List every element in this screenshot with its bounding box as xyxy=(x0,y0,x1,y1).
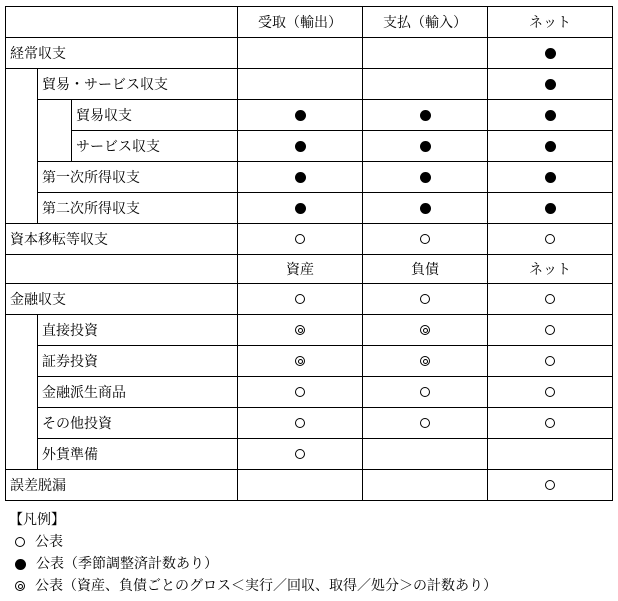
table-row xyxy=(6,408,613,439)
value-cell xyxy=(363,470,488,501)
legend xyxy=(9,509,497,597)
indent-cell xyxy=(6,131,38,162)
table-row xyxy=(6,224,613,255)
open-circle-icon xyxy=(420,234,430,244)
open-circle-icon xyxy=(420,294,430,304)
value-cell xyxy=(238,131,363,162)
indent-cell xyxy=(38,100,72,131)
open-circle-icon xyxy=(15,537,25,547)
row-label: 貿易収支 xyxy=(72,100,238,131)
value-cell xyxy=(363,100,488,131)
value-cell xyxy=(488,193,613,224)
value-cell xyxy=(363,193,488,224)
row-label: 誤差脱漏 xyxy=(6,470,238,501)
value-cell xyxy=(363,224,488,255)
column-header: 受取（輸出） xyxy=(238,7,363,38)
value-cell xyxy=(238,470,363,501)
open-circle-icon xyxy=(295,294,305,304)
value-cell xyxy=(363,284,488,315)
table-row xyxy=(6,439,613,470)
value-cell xyxy=(238,377,363,408)
value-cell xyxy=(363,408,488,439)
column-header: 負債 xyxy=(363,255,488,284)
row-label: サービス収支 xyxy=(72,131,238,162)
legend-text: 公表（資産、負債ごとのグロス＜実行／回収、取得／処分＞の計数あり） xyxy=(35,578,497,594)
filled-circle-icon xyxy=(15,559,26,570)
open-circle-icon xyxy=(295,418,305,428)
filled-circle-icon xyxy=(295,203,306,214)
row-label: 経常収支 xyxy=(6,38,238,69)
row-label: その他投資 xyxy=(38,408,238,439)
value-cell xyxy=(238,408,363,439)
indent-cell xyxy=(6,346,38,377)
filled-circle-icon xyxy=(545,141,556,152)
value-cell xyxy=(363,315,488,346)
value-cell xyxy=(363,377,488,408)
indent-cell xyxy=(6,408,38,439)
filled-circle-icon xyxy=(545,172,556,183)
filled-circle-icon xyxy=(420,172,431,183)
legend-text: 公表（季節調整済計数あり） xyxy=(36,556,218,572)
value-cell xyxy=(238,38,363,69)
indent-cell xyxy=(6,193,38,224)
legend-item xyxy=(9,553,497,575)
row-label: 直接投資 xyxy=(38,315,238,346)
value-cell xyxy=(363,439,488,470)
row-label: 証券投資 xyxy=(38,346,238,377)
table-row xyxy=(6,69,613,100)
table-row xyxy=(6,377,613,408)
filled-circle-icon xyxy=(295,141,306,152)
value-cell xyxy=(488,439,613,470)
double-circle-icon xyxy=(295,325,305,335)
value-cell xyxy=(488,346,613,377)
filled-circle-icon xyxy=(545,110,556,121)
value-cell xyxy=(363,131,488,162)
value-cell xyxy=(488,69,613,100)
value-cell xyxy=(488,377,613,408)
open-circle-icon xyxy=(420,387,430,397)
open-circle-icon xyxy=(545,294,555,304)
value-cell xyxy=(363,346,488,377)
value-cell xyxy=(238,346,363,377)
filled-circle-icon xyxy=(420,110,431,121)
open-circle-icon xyxy=(545,480,555,490)
value-cell xyxy=(488,315,613,346)
legend-text: 公表 xyxy=(35,534,63,550)
filled-circle-icon xyxy=(545,79,556,90)
open-circle-icon xyxy=(545,418,555,428)
open-circle-icon xyxy=(545,356,555,366)
value-cell xyxy=(488,470,613,501)
header-blank-cell xyxy=(6,255,238,284)
value-cell xyxy=(488,100,613,131)
indent-cell xyxy=(6,162,38,193)
double-circle-icon xyxy=(420,356,430,366)
value-cell xyxy=(488,162,613,193)
legend-item xyxy=(9,575,497,597)
table-row xyxy=(6,470,613,501)
open-circle-icon xyxy=(295,234,305,244)
table-row xyxy=(6,284,613,315)
indent-cell xyxy=(6,100,38,131)
open-circle-icon xyxy=(545,387,555,397)
value-cell xyxy=(363,69,488,100)
column-header: 資産 xyxy=(238,255,363,284)
filled-circle-icon xyxy=(545,48,556,59)
legend-title: 【凡例】 xyxy=(9,512,65,528)
row-label: 金融派生商品 xyxy=(38,377,238,408)
row-label: 第一次所得収支 xyxy=(38,162,238,193)
open-circle-icon xyxy=(545,234,555,244)
value-cell xyxy=(488,38,613,69)
table-row xyxy=(6,315,613,346)
value-cell xyxy=(488,131,613,162)
filled-circle-icon xyxy=(420,203,431,214)
table-row xyxy=(6,162,613,193)
value-cell xyxy=(238,100,363,131)
open-circle-icon xyxy=(295,387,305,397)
row-label: 外貨準備 xyxy=(38,439,238,470)
open-circle-icon xyxy=(295,449,305,459)
row-label: 資本移転等収支 xyxy=(6,224,238,255)
value-cell xyxy=(238,439,363,470)
indent-cell xyxy=(38,131,72,162)
filled-circle-icon xyxy=(420,141,431,152)
value-cell xyxy=(363,38,488,69)
header-blank-cell xyxy=(6,7,238,38)
column-header: ネット xyxy=(488,7,613,38)
filled-circle-icon xyxy=(545,203,556,214)
row-label: 貿易・サービス収支 xyxy=(38,69,238,100)
indent-cell xyxy=(6,439,38,470)
indent-cell xyxy=(6,69,38,100)
row-label: 金融収支 xyxy=(6,284,238,315)
value-cell xyxy=(238,224,363,255)
value-cell xyxy=(238,69,363,100)
open-circle-icon xyxy=(420,418,430,428)
row-label: 第二次所得収支 xyxy=(38,193,238,224)
header-row xyxy=(6,255,613,284)
value-cell xyxy=(488,408,613,439)
balance-of-payments-table xyxy=(5,6,613,501)
table-row xyxy=(6,100,613,131)
column-header: 支払（輸入） xyxy=(363,7,488,38)
open-circle-icon xyxy=(545,325,555,335)
table-row xyxy=(6,193,613,224)
indent-cell xyxy=(6,377,38,408)
indent-cell xyxy=(6,315,38,346)
double-circle-icon xyxy=(295,356,305,366)
filled-circle-icon xyxy=(295,110,306,121)
value-cell xyxy=(238,284,363,315)
column-header: ネット xyxy=(488,255,613,284)
value-cell xyxy=(363,162,488,193)
value-cell xyxy=(238,162,363,193)
double-circle-icon xyxy=(420,325,430,335)
table-row xyxy=(6,38,613,69)
header-row xyxy=(6,7,613,38)
value-cell xyxy=(238,193,363,224)
legend-item xyxy=(9,531,497,553)
filled-circle-icon xyxy=(295,172,306,183)
double-circle-icon xyxy=(15,581,25,591)
value-cell xyxy=(238,315,363,346)
table-row xyxy=(6,131,613,162)
value-cell xyxy=(488,284,613,315)
value-cell xyxy=(488,224,613,255)
table-row xyxy=(6,346,613,377)
